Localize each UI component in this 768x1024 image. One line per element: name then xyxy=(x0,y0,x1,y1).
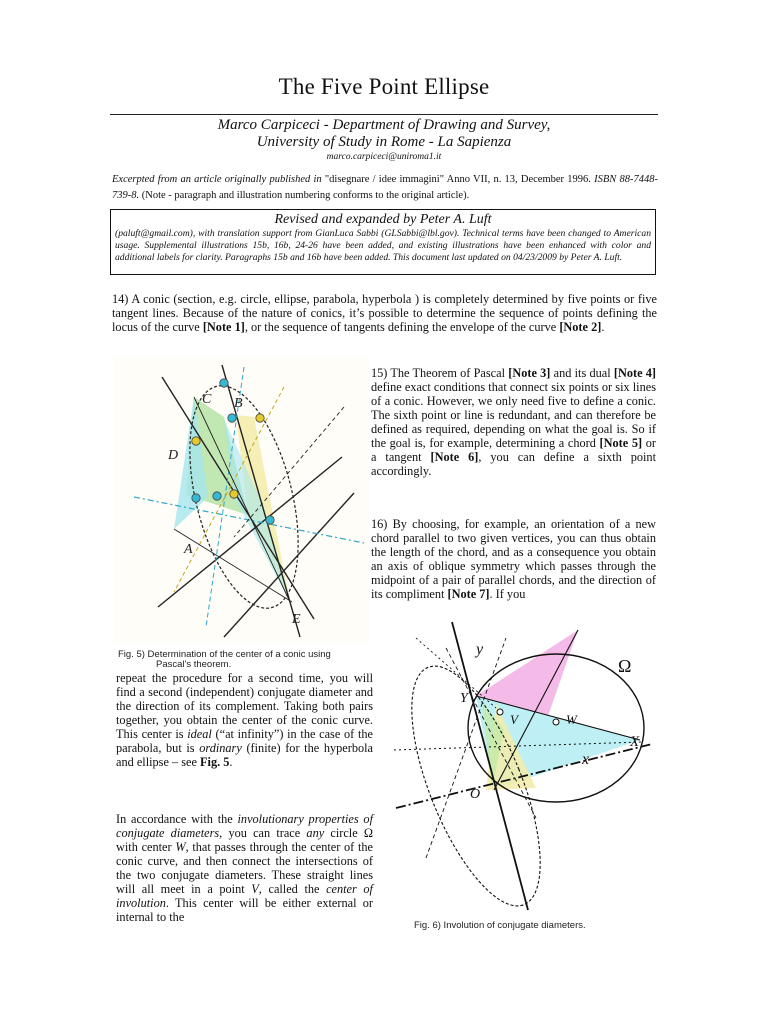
text: (finite) for the hyperbola and ellipse – see xyxy=(116,741,374,769)
center-w-point xyxy=(553,719,559,725)
caption-line: Fig. 5) Determination of the center of a conic using xyxy=(118,649,331,660)
text: . xyxy=(601,320,605,334)
point-label-d: D xyxy=(168,448,179,463)
point-label-Y: Y xyxy=(460,691,468,706)
omega-label: Ω xyxy=(618,656,632,676)
author-line-1: Marco Carpiceci - Department of Drawing and Survey, xyxy=(217,117,551,133)
emphasis: W xyxy=(175,840,186,854)
emphasis: involutionary properties of conjugate diameters, xyxy=(116,812,373,840)
excerpt-source: "disegnare / idee immagini" Anno VII, n. 13, December 1996. xyxy=(324,174,591,185)
paragraph-15 xyxy=(371,366,656,478)
emphasis: ideal xyxy=(187,727,212,741)
author-email[interactable]: marco.carpiceci@uniroma1.it xyxy=(326,152,442,162)
figure-6 xyxy=(386,618,658,916)
point-label-c: C xyxy=(202,392,212,407)
note-link[interactable]: [Note 7] xyxy=(447,587,490,601)
axis-label-x: x xyxy=(582,751,590,768)
cyan-point xyxy=(266,516,274,524)
text: circle Ω with center xyxy=(116,826,374,854)
text: In accordance with the xyxy=(116,812,238,826)
note-link[interactable]: [Note 2] xyxy=(559,320,602,334)
text: . If you xyxy=(489,587,526,601)
figure-5-caption xyxy=(118,650,368,670)
cyan-point xyxy=(213,492,221,500)
paragraph-16 xyxy=(371,517,656,601)
text: 16) By choosing, for example, an orientation of a new chord parallel to two given vertices, you can thus obtain the length of the chord, and as a consequence you obtain an axis of oblique symmetry which passes through the midpoint of a pair of parallel chords, and the direction of its compliment xyxy=(371,517,656,601)
point-label-V: V xyxy=(510,712,518,727)
text: repeat the procedure for a second time, you will find a second (independent) conjugate diameter and the direction of its complement. Taking both pairs together, you obtain the center of the conic curve. This center is xyxy=(116,671,373,741)
yellow-point xyxy=(230,490,238,498)
page-title: The Five Point Ellipse xyxy=(278,74,490,99)
point-label-a: A xyxy=(184,542,193,557)
text: you can trace xyxy=(222,826,307,840)
text: . This center will be either external or internal to the xyxy=(116,896,373,924)
text: , called the xyxy=(258,882,327,896)
revision-title: Revised and expanded by Peter A. Luft xyxy=(274,212,492,227)
title-rule xyxy=(110,114,658,115)
excerpt-lead: Excerpted from an article originally published in xyxy=(112,174,325,185)
text: 15) The Theorem of Pascal xyxy=(371,366,509,380)
cyan-point xyxy=(220,379,228,387)
text: or a tangent xyxy=(371,436,656,464)
point-label-O: O xyxy=(470,787,481,802)
emphasis: V xyxy=(251,882,259,896)
excerpt-note xyxy=(112,172,658,204)
axis-label-y: y xyxy=(476,641,484,658)
cyan-point xyxy=(228,414,236,422)
excerpt-numbering: (Note - paragraph and illustration numbering conforms to the original article). xyxy=(139,190,470,201)
text: 14) A conic (section, e.g. circle, ellipse, parabola, hyperbola ) is completely determined by five points or five tangent lines. Because of the nature of conics, it’s possible to determine the sequence of points defining the locus of the curve xyxy=(112,292,657,334)
note-link[interactable]: [Note 6] xyxy=(430,450,479,464)
point-label-W: W xyxy=(566,712,577,727)
text: (“at infinity”) in the case of the parabola, but is xyxy=(116,727,373,755)
point-v xyxy=(497,709,503,715)
construction-line xyxy=(416,638,496,708)
paragraph-17 xyxy=(116,812,373,924)
point-label-b: B xyxy=(234,396,243,411)
cyan-point xyxy=(192,494,200,502)
excerpt-isbn: ISBN 88-7448-739-8. xyxy=(112,174,658,201)
text: define exact conditions that connect six points or six lines of a conic. However, we only need five to define a conic. The sixth point or line is redundant, and can therefore be defined as required, depending on what the goal is. So if the goal is, for example, determining a chord xyxy=(371,380,656,450)
yellow-point xyxy=(192,437,200,445)
text: . xyxy=(229,755,233,769)
text: and its dual xyxy=(550,366,614,380)
yellow-point xyxy=(256,414,264,422)
text: , you can define a sixth point accordingly. xyxy=(371,450,656,478)
note-link[interactable]: [Note 3] xyxy=(508,366,551,380)
note-link[interactable]: [Note 1] xyxy=(202,320,245,334)
figure-6-caption: Fig. 6) Involution of conjugate diameters. xyxy=(414,920,586,931)
note-link[interactable]: [Note 5] xyxy=(599,436,643,450)
figure-reference[interactable]: Fig. 5 xyxy=(200,755,230,769)
point-label-X: X xyxy=(630,734,640,750)
emphasis: center of involution xyxy=(116,882,373,910)
author-line-2: University of Study in Rome - La Sapienza xyxy=(256,134,512,150)
paragraph-16-continued xyxy=(116,671,373,769)
revision-box xyxy=(110,209,656,275)
emphasis: ordinary xyxy=(199,741,242,755)
emphasis: any xyxy=(306,826,325,840)
paragraph-14 xyxy=(112,292,657,334)
caption-line: Pascal's theorem. xyxy=(156,659,232,670)
text: , that passes through the center of the conic curve, and then connect the intersections of the two conjugate diameters. These straight lines will all meet in a point xyxy=(116,840,374,896)
note-link[interactable]: [Note 4] xyxy=(613,366,657,380)
text: , or the sequence of tangents defining the envelope of the curve xyxy=(244,320,560,334)
figure-5 xyxy=(114,357,370,643)
point-label-e: E xyxy=(292,612,301,627)
revision-body: (paluft@gmail.com), with translation support from GianLuca Sabbi (GLSabbi@lbl.gov). Technical terms have been changed to American usage. Supplemental illustrations 15b, 16b, 24-26 have been added, and existing illustrations have been enhanced with color and additional labels for clarity. Paragraphs 15b and 16b have been added. This document last updated on 04/23/2009 by Peter A. Luft. xyxy=(115,228,651,263)
